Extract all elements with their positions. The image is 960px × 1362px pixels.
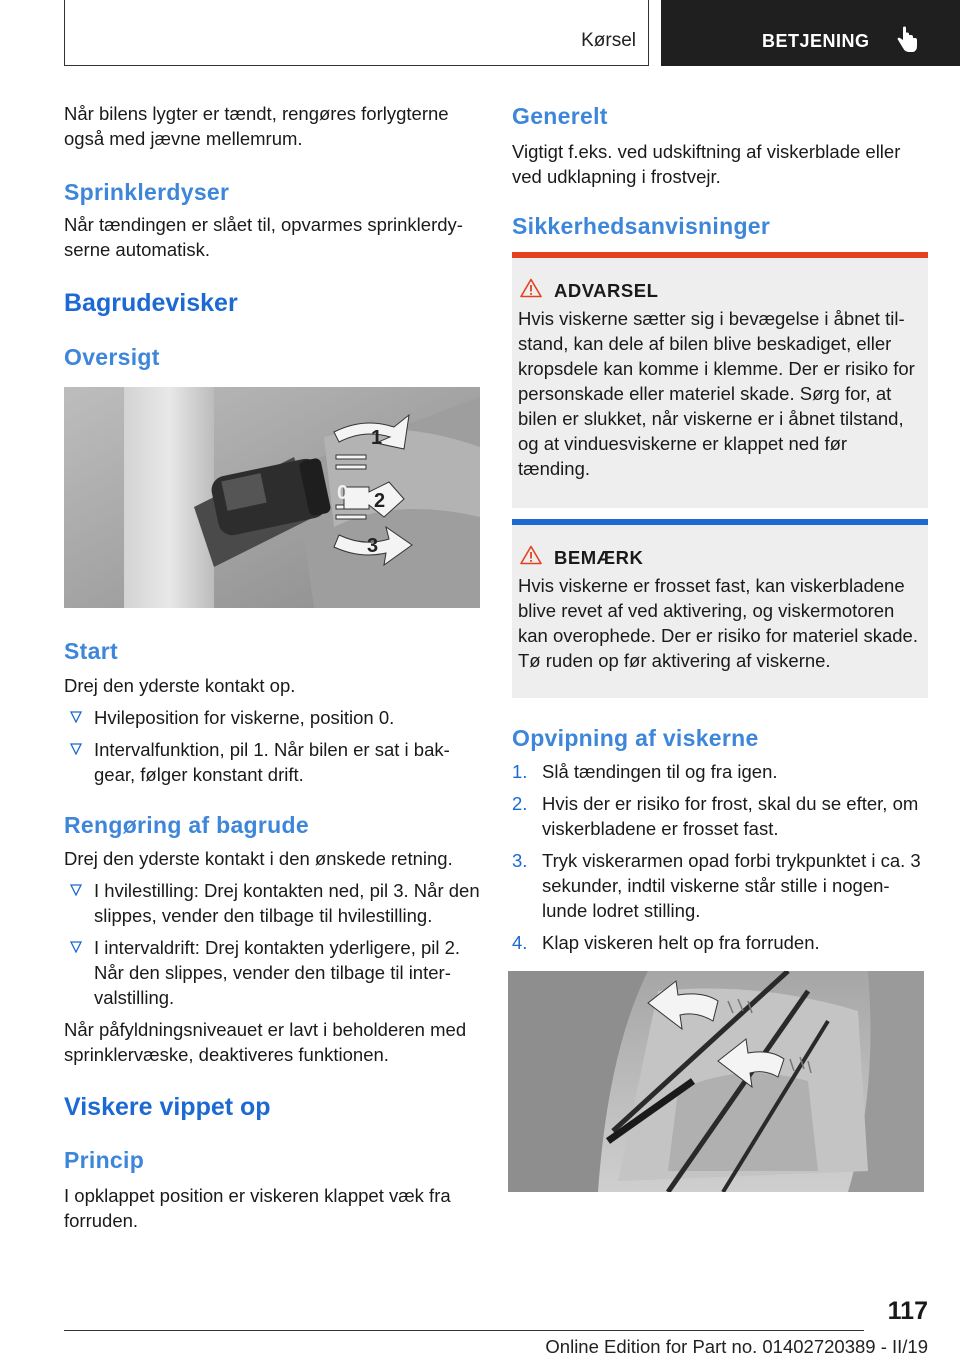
notice-text: Hvis viskerne er frosset fast, kan viskerbladene blive revet af ved aktivering, og viskermotoren kan overophede. Der er risiko for materiel skade. Tø ruden op før aktivering af viskerne. (518, 575, 918, 671)
intro-paragraph: Når bilens lygter er tændt, rengøres forlygterne også med jævne mellemrum. (64, 103, 449, 149)
general-heading: Generelt (512, 103, 608, 129)
sprinkler-heading: Sprinklerdyser (64, 179, 230, 205)
safety-heading: Sikkerhedsanvisninger (512, 213, 771, 239)
step-item: 1. Slå tændingen til og fra igen. (512, 761, 778, 782)
svg-text:3: 3 (367, 535, 379, 557)
notice-title: BEMÆRK (554, 547, 644, 568)
section-title: Kørsel (581, 30, 636, 51)
principle-paragraph: I opklappet position er viskeren klappet væk fra forruden. (64, 1185, 451, 1231)
unfold-steps (512, 759, 928, 955)
warning-box (512, 252, 928, 508)
warning-title: ADVARSEL (554, 280, 659, 301)
header-section-tab (64, 0, 649, 66)
chapter-title: BETJENING (762, 31, 870, 51)
cleaning-bullet-list (64, 878, 480, 1010)
cleaning-paragraph: Drej den yderste kontakt i den ønskede retning. (64, 848, 453, 869)
step-item: 4. Klap viskeren helt op fra forruden. (512, 932, 820, 953)
list-item: Hvileposition for viskerne, position 0. (64, 705, 480, 730)
folded-heading: Viskere vippet op (64, 1093, 271, 1121)
cleaning-heading: Rengøring af bagrude (64, 812, 309, 838)
start-paragraph: Drej den yderste kontakt op. (64, 675, 296, 696)
list-item: I hvilestilling: Drej kontakten ned, pil 3. Når den slippes, vender den tilbage til hvilestilling. (64, 878, 480, 928)
overview-heading: Oversigt (64, 344, 160, 370)
sprinkler-paragraph: Når tændingen er slået til, opvarmes sprinklerdyserne automatisk. (64, 214, 463, 260)
footer-rule (64, 1330, 864, 1331)
fluid-paragraph: Når påfyldningsniveauet er lavt i beholderen med sprinklervæske, deaktiveres funktionen. (64, 1019, 467, 1065)
list-item: Intervalfunktion, pil 1. Når bilen er sat i bakgear, følger konstant drift. (64, 737, 480, 787)
svg-text:0: 0 (337, 482, 349, 504)
header-chapter-tab (661, 0, 960, 66)
triangle-bullet-icon (70, 711, 82, 723)
start-heading: Start (64, 638, 118, 664)
step-item: 2. Hvis der er risiko for frost, skal du se efter, om viskerbladene er frosset fast. (512, 793, 919, 839)
list-item: I intervaldrift: Drej kontakten yderligere, pil 2. Når den slippes, vender den tilbage til intervalstilling. (64, 935, 480, 1010)
general-paragraph: Vigtigt f.eks. ved udskiftning af viskerblade eller ved udklapning i frostvejr. (512, 141, 901, 187)
warning-text: Hvis viskerne sætter sig i bevægelse i åbnet tilstand, kan dele af bilen blive beskadiget, eller kropsdele kan komme i klemme. Der er risiko for personskade eller materiel skade. Sørg for, at bilen er slukket, når viskerne er i åbnet tilstand, og at vinduesviskerne er klappet ned før tænding. (518, 308, 915, 479)
notice-box (512, 519, 928, 698)
warning-bar (512, 252, 928, 258)
notice-bar (512, 519, 928, 525)
principle-heading: Princip (64, 1147, 145, 1173)
edition-footer: Online Edition for Part no. 01402720389 - II/19 (545, 1336, 928, 1357)
figure-label-1: 1 (371, 427, 383, 449)
hand-pointer-icon (895, 26, 919, 54)
step-item: 3. Tryk viskerarmen opad forbi trykpunktet i ca. 3 sekunder, indtil viskerne står stille i nogenlunde lodret stilling. (512, 850, 921, 921)
triangle-bullet-icon (70, 941, 82, 953)
svg-text:2: 2 (374, 490, 386, 512)
caution-triangle-icon (520, 545, 542, 565)
unfold-heading: Opvipning af viskerne (512, 725, 759, 751)
triangle-bullet-icon (70, 884, 82, 896)
wiper-stalk-figure (64, 387, 480, 608)
start-bullet-list (64, 705, 480, 787)
wipers-raised-figure (508, 971, 924, 1192)
warning-triangle-icon (520, 278, 542, 298)
triangle-bullet-icon (70, 743, 82, 755)
page-number: 117 (887, 1297, 928, 1325)
rear-wiper-heading: Bagrudevisker (64, 289, 238, 317)
